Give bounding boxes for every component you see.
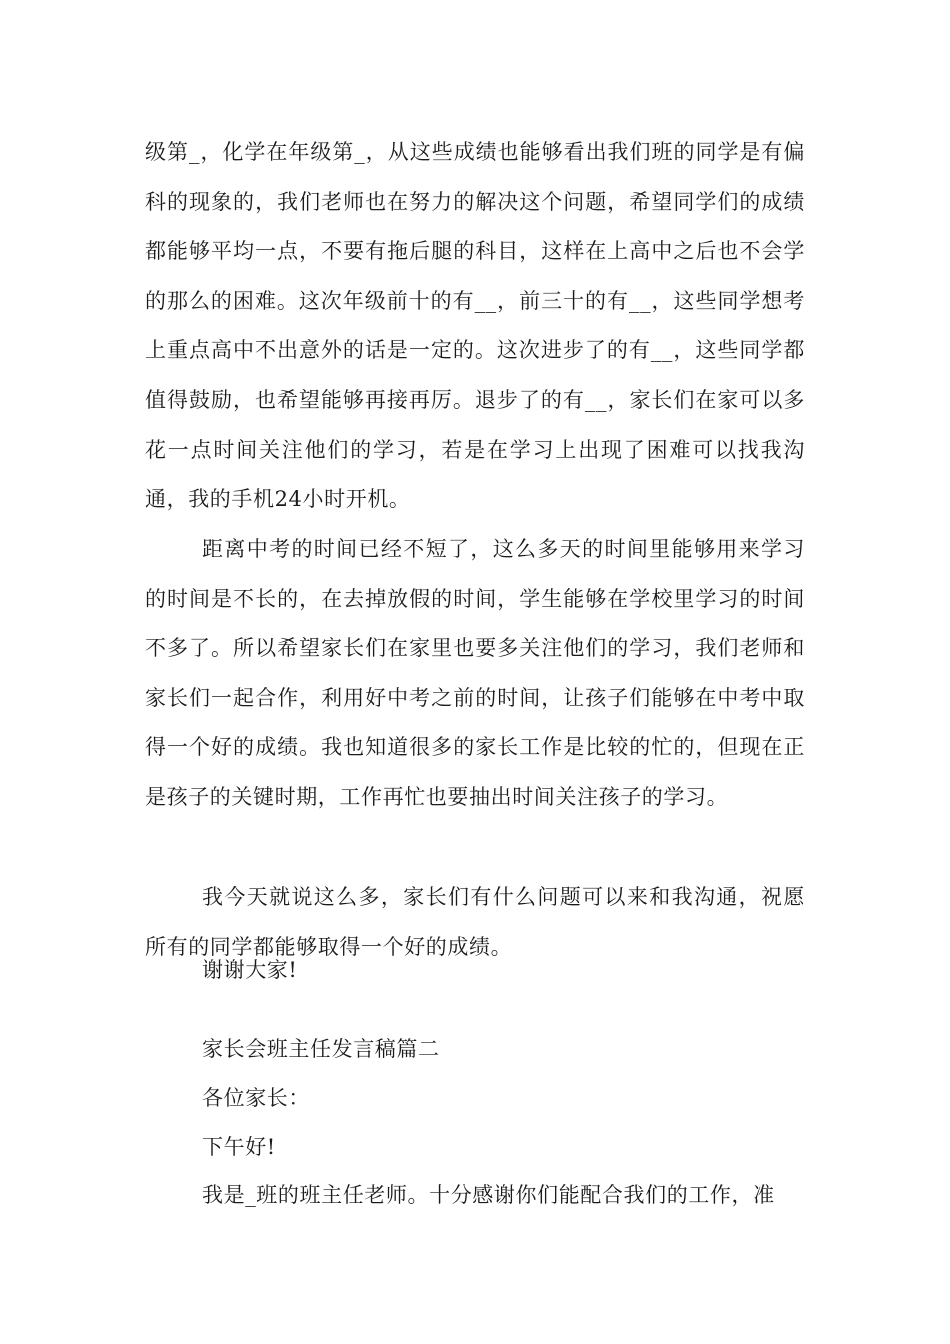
thanks-line: 谢谢大家! — [202, 958, 298, 982]
greeting: 下午好! — [202, 1135, 276, 1159]
body-paragraph: 级第_，化学在年级第_，从这些成绩也能够看出我们班的同学是有偏科的现象的，我们老师也在努力的解决这个问题，希望同学们的成绩都能够平均一点，不要有拖后腿的科目，这样在上高中之后也不会学的那么的困难。这次年级前十的有__，前三十的有__，这些同学想考上重点高中不出意外的话是一定的。这次进步了的有__，这些同学都值得鼓励，也希望能够再接再厉。退步了的有__，家长们在家可以多花一点时间关注他们的学习，若是在学习上出现了困难可以找我沟通，我的手机24小时开机。 — [145, 140, 805, 512]
salutation: 各位家长： — [202, 1086, 310, 1110]
body-paragraph: 距离中考的时间已经不短了，这么多天的时间里能够用来学习的时间是不长的，在去掉放假的时间，学生能够在学校里学习的时间不多了。所以希望家长们在家里也要多关注他们的学习，我们老师和家长们一起合作，利用好中考之前的时间，让孩子们能够在中考中取得一个好的成绩。我也知道很多的家长工作是比较的忙的，但现在正是孩子的关键时期，工作再忙也要抽出时间关注孩子的学习。 — [145, 537, 805, 809]
section-title: 家长会班主任发言稿篇二 — [202, 1037, 440, 1061]
body-paragraph: 我是_班的班主任老师。十分感谢你们能配合我们的工作，准 — [202, 1183, 775, 1207]
body-paragraph: 我今天就说这么多，家长们有什么问题可以来和我沟通，祝愿所有的同学都能够取得一个好的成绩。 — [145, 885, 805, 959]
